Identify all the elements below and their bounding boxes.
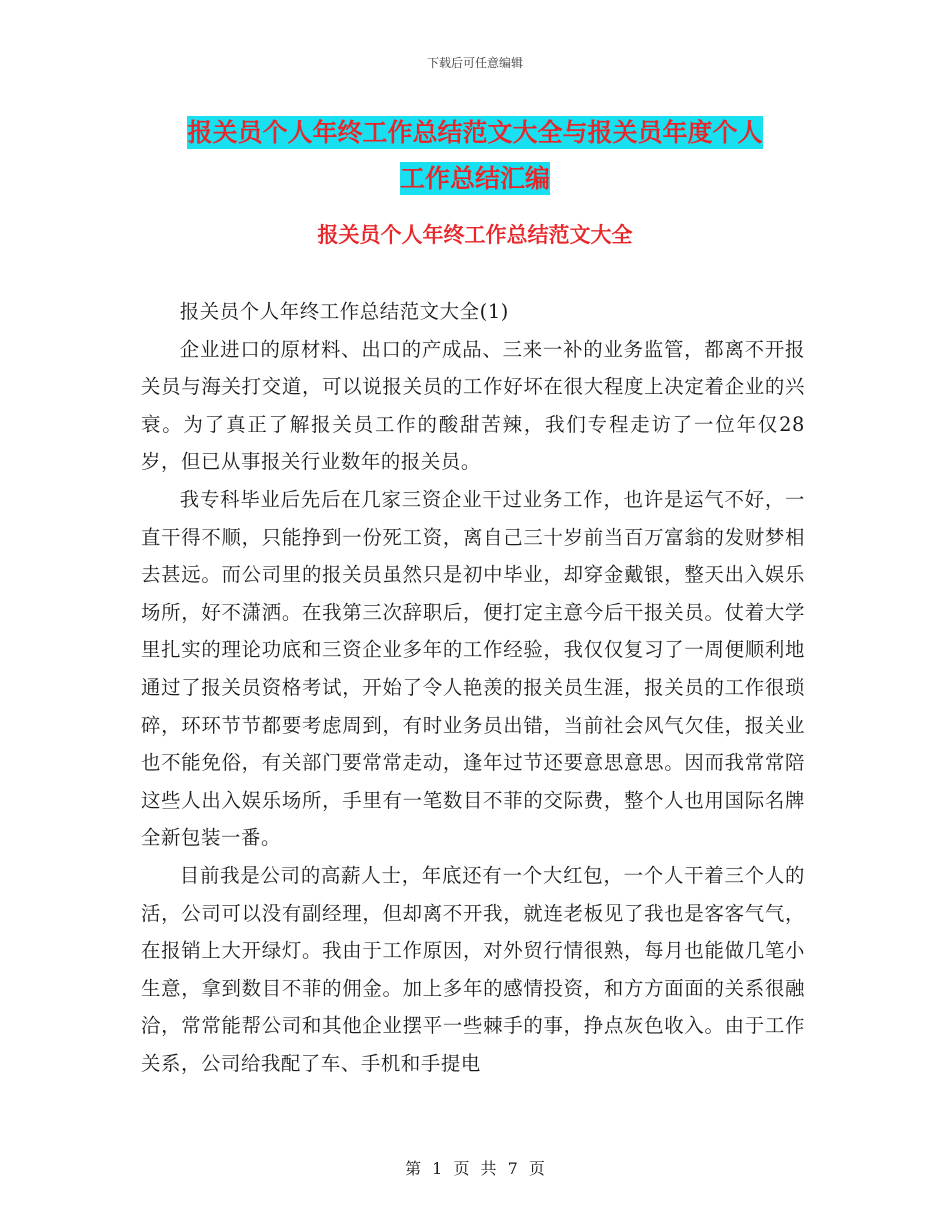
- paragraph: 目前我是公司的高薪人士，年底还有一个大红包，一个人干着三个人的活，公司可以没有副经理，但却离不开我，就连老板见了我也是客客气气，在报销上大开绿灯。我由于工作原因，对外贸行情很熟，每月也能做几笔小生意，拿到数目不菲的佣金。加上多年的感情投资，和方方面面的关系很融洽，常常能帮公司和其他企业摆平一些棘手的事，挣点灰色收入。由于工作关系，公司给我配了车、手机和手提电: [141, 863, 805, 1075]
- section-title: 报关员个人年终工作总结范文大全: [317, 223, 633, 247]
- paragraph: 我专科毕业后先后在几家三资企业干过业务工作，也许是运气不好，一直干得不顺，只能挣到一份死工资，离自己三十岁前当百万富翁的发财梦相去甚远。而公司里的报关员虽然只是初中毕业，却穿金戴银，整天出入娱乐场所，好不潇洒。在我第三次辞职后，便打定主意今后干报关员。仗着大学里扎实的理论功底和三资企业多年的工作经验，我仅仅复习了一周便顺利地通过了报关员资格考试，开始了令人艳羡的报关员生涯，报关员的工作很琐碎，环环节节都要考虑周到，有时业务员出错，当前社会风气欠佳，报关业也不能免俗，有关部门要常常走动，逢年过节还要意思意思。因而我常常陪这些人出入娱乐场所，手里有一笔数目不菲的交际费，整个人也用国际名牌全新包装一番。: [141, 487, 805, 850]
- document-title: [140, 110, 810, 202]
- document-body: [141, 293, 805, 1082]
- page-footer: 第 1 页 共 7 页: [405, 1159, 545, 1178]
- paragraph-subtitle: 报关员个人年终工作总结范文大全(1): [179, 300, 509, 323]
- document-title-line-2: 工作总结汇编: [399, 164, 550, 193]
- paragraph: 企业进口的原材料、出口的产成品、三来一补的业务监管，都离不开报关员与海关打交道，可以说报关员的工作好坏在很大程度上决定着企业的兴衰。为了真正了解报关员工作的酸甜苦辣，我们专程走访了一位年仅28岁，但已从事报关行业数年的报关员。: [141, 337, 805, 474]
- page-header-note: 下载后可任意编辑: [426, 56, 523, 70]
- document-title-line-1: 报关员个人年终工作总结范文大全与报关员年度个人: [187, 118, 763, 147]
